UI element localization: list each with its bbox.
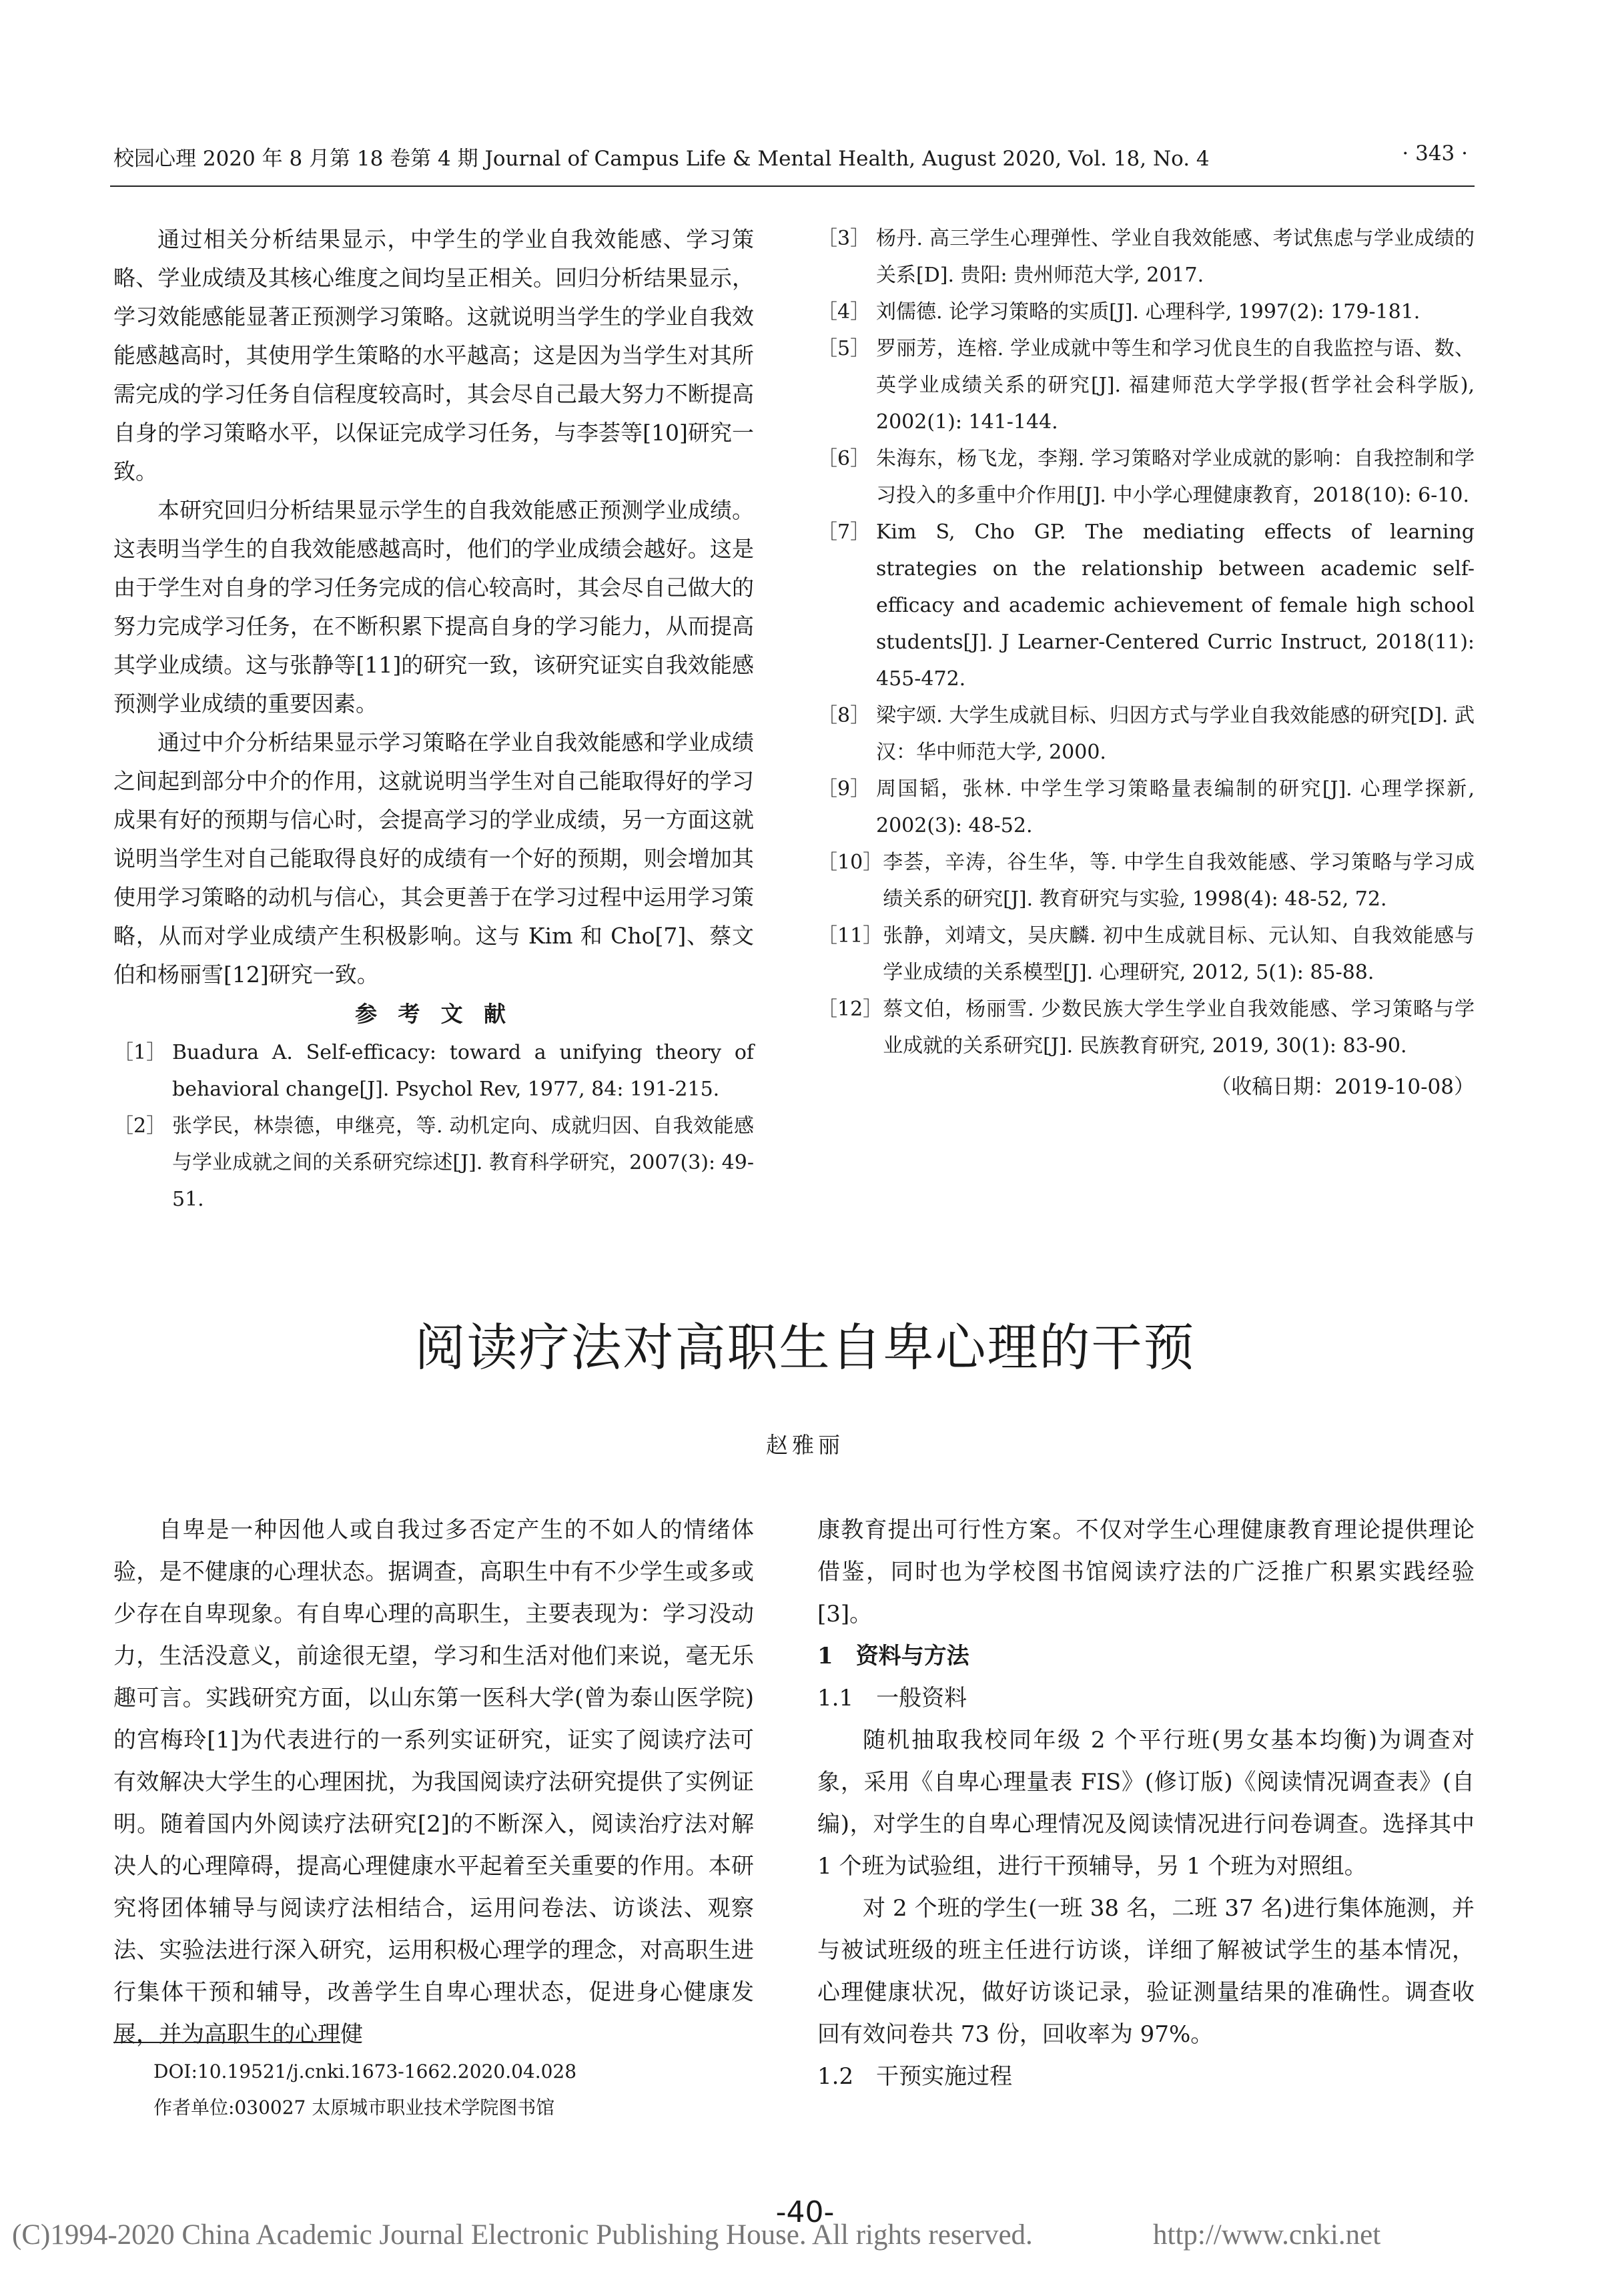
journal-citation: 校园心理 2020 年 8 月第 18 卷第 4 期 Journal of Campus Life & Mental Health, August 2020, Vol. 18, No. 4 (113, 147, 1210, 171)
prev-article-left-column (113, 220, 754, 1218)
reference-number: ［3］ (817, 227, 871, 250)
reference-text: 周国韬，张林. 中学生学习策略量表编制的研究[J]. 心理学探新, 2002(3): 48-52. (876, 777, 1475, 837)
reference-text: 李荟，辛涛，谷生华，等. 中学生自我效能感、学习策略与学习成绩关系的研究[J]. 教育研究与实验, 1998(4): 48-52, 72. (883, 851, 1475, 911)
reference-number: ［6］ (817, 447, 871, 470)
reference-number: ［11］ (817, 924, 883, 947)
header-rule (110, 185, 1475, 187)
doi-footnote: DOI:10.19521/j.cnki.1673-1662.2020.04.028 (153, 2060, 577, 2082)
reference-text: 杨丹. 高三学生心理弹性、学业自我效能感、考试焦虑与学业成绩的关系[D]. 贵阳: 贵州师范大学, 2017. (876, 227, 1475, 287)
footnote-rule (113, 2042, 340, 2043)
reference-text: 刘儒德. 论学习策略的实质[J]. 心理科学, 1997(2): 179-181. (876, 300, 1421, 324)
article-left-column (113, 1509, 754, 2056)
prev-article-right-column (817, 220, 1475, 1107)
subsection-heading: 1.1 一般资料 (817, 1685, 967, 1711)
reference-item (113, 1034, 754, 1108)
affiliation-footnote: 作者单位:030027 太原城市职业技术学院图书馆 (153, 2096, 555, 2119)
page-number-header: · 343 · (1402, 141, 1468, 165)
body-paragraph: 对 2 个班的学生(一班 38 名，二班 37 名)进行集体施测，并与被试班级的班主任进行访谈，详细了解被试学生的基本情况，心理健康状况，做好访谈记录，验证测量结果的准确性。调查收回有效问卷共 73 份，回收率为 97%。 (817, 1895, 1475, 2048)
reference-number: ［2］ (113, 1114, 167, 1138)
running-header (113, 141, 1468, 175)
body-paragraph: 本研究回归分析结果显示学生的自我效能感正预测学业成绩。这表明当学生的自我效能感越高时，他们的学业成绩会越好。这是由于学生对自身的学习任务完成的信心较高时，其会尽自己做大的努力完成学习任务，在不断积累下提高自身的学习能力，从而提高其学业成绩。这与张静等[11]的研究一致，该研究证实自我效能感预测学业成绩的重要因素。 (113, 497, 754, 717)
reference-text: 蔡文伯，杨丽雪. 少数民族大学生学业自我效能感、学习策略与学业成就的关系研究[J]. 民族教育研究, 2019, 30(1): 83-90. (883, 998, 1475, 1058)
reference-number: ［10］ (817, 851, 883, 874)
body-paragraph: 通过中介分析结果显示学习策略在学业自我效能感和学业成绩之间起到部分中介的作用，这就说明当学生对自己能取得好的学习成果有好的预期与信心时，会提高学习的学业成绩，另一方面这就说明当学生对自己能取得良好的成绩有一个好的预期，则会增加其使用学习策略的动机与信心，其会更善于在学习过程中运用学习策略，从而对学业成绩产生积极影响。这与 Kim 和 Cho[7]、蔡文伯和杨丽雪[12]研究一致。 (113, 729, 754, 988)
intro-paragraph: 自卑是一种因他人或自我过多否定产生的不如人的情绪体验，是不健康的心理状态。据调查，高职生中有不少学生或多或少存在自卑现象。有自卑心理的高职生，主要表现为：学习没动力，生活没意义，前途很无望，学习和生活对他们来说，毫无乐趣可言。实践研究方面，以山东第一医科大学(曾为泰山医学院)的宫梅玲[1]为代表进行的一系列实证研究，证实了阅读疗法可有效解决大学生的心理困扰，为我国阅读疗法研究提供了实例证明。随着国内外阅读疗法研究[2]的不断深入，阅读治疗法对解决人的心理障碍，提高心理健康水平起着至关重要的作用。本研究将团体辅导与阅读疗法相结合，运用问卷法、访谈法、观察法、实验法进行深入研究，运用积极心理学的理念，对高职生进行集体干预和辅导，改善学生自卑心理状态，促进身心健康发展，并为高职生的心理健 (113, 1517, 754, 2048)
reference-item (817, 220, 1475, 294)
cnki-url[interactable]: http://www.cnki.net (1153, 2219, 1381, 2251)
references-heading: 参 考 文 献 (355, 1001, 512, 1027)
subsection-heading: 1.2 干预实施过程 (817, 2063, 1013, 2090)
copyright-line (12, 2219, 1600, 2251)
reference-item (817, 330, 1475, 440)
reference-text: 朱海东，杨飞龙，李翔. 学习策略对学业成就的影响：自我控制和学习投入的多重中介作用[J]. 中小学心理健康教育，2018(10): 6-10. (876, 447, 1475, 507)
reference-text: 张静，刘靖文，吴庆麟. 初中生成就目标、元认知、自我效能感与学业成绩的关系模型[J]. 心理研究, 2012, 5(1): 85-88. (883, 924, 1475, 984)
reference-item (817, 844, 1475, 917)
reference-text: 张学民，林崇德，申继亮，等. 动机定向、成就归因、自我效能感与学业成就之间的关系研究综述[J]. 教育科学研究，2007(3): 49-51. (172, 1114, 754, 1211)
reference-item (817, 917, 1475, 991)
reference-text: 罗丽芳，连榕. 学业成就中等生和学习优良生的自我监控与语、数、英学业成绩关系的研究[J]. 福建师范大学学报(哲学社会科学版), 2002(1): 141-144. (876, 337, 1475, 434)
reference-number: ［9］ (817, 777, 871, 801)
intro-continuation: 康教育提出可行性方案。不仅对学生心理健康教育理论提供理论借鉴，同时也为学校图书馆阅读疗法的广泛推广积累实践经验[3]。 (817, 1517, 1475, 1627)
reference-item (113, 1108, 754, 1218)
reference-number: ［7］ (817, 520, 871, 544)
reference-item (817, 697, 1475, 771)
reference-number: ［4］ (817, 300, 871, 324)
reference-number: ［1］ (113, 1041, 167, 1064)
article-author: 赵雅丽 (766, 1432, 844, 1458)
article-right-column (817, 1509, 1475, 2098)
reference-text: 梁宇颂. 大学生成就目标、归因方式与学业自我效能感的研究[D]. 武汉：华中师范大学, 2000. (876, 704, 1475, 764)
reference-item (817, 514, 1475, 697)
section-heading: 1 资料与方法 (817, 1643, 969, 1669)
page-number-footer: -40- (775, 2195, 835, 2229)
reference-item (817, 440, 1475, 514)
reference-item (817, 294, 1475, 330)
reference-number: ［8］ (817, 704, 871, 727)
article-title: 阅读疗法对高职生自卑心理的干预 (414, 1318, 1196, 1377)
body-paragraph: 随机抽取我校同年级 2 个平行班(男女基本均衡)为调查对象，采用《自卑心理量表 FIS》(修订版)《阅读情况调查表》(自编)，对学生的自卑心理情况及阅读情况进行问卷调查。选择其中 1 个班为试验组，进行干预辅导，另 1 个班为对照组。 (817, 1727, 1475, 1880)
reference-text: Kim S, Cho GP. The mediating effects of learning strategies on the relationship between academic self-efficacy and academic achievement of female high school students[J]. J Learner-Centered Curric Instruct, 2018(11): 455-472. (876, 520, 1475, 691)
reference-number: ［12］ (817, 998, 883, 1021)
reference-item (817, 991, 1475, 1064)
body-paragraph: 通过相关分析结果显示，中学生的学业自我效能感、学习策略、学业成绩及其核心维度之间均呈正相关。回归分析结果显示，学习效能感能显著正预测学习策略。这就说明当学生的学业自我效能感越高时，其使用学生策略的水平越高；这是因为当学生对其所需完成的学习任务自信程度较高时，其会尽自己最大努力不断提高自身的学习策略水平，以保证完成学习任务，与李荟等[10]研究一致。 (113, 226, 754, 484)
copyright-text: (C)1994-2020 China Academic Journal Electronic Publishing House. All rights reserved. (12, 2219, 1033, 2251)
reference-item (817, 771, 1475, 844)
received-date: （收稿日期：2019-10-08） (1210, 1075, 1475, 1099)
reference-number: ［5］ (817, 337, 871, 360)
reference-text: Buadura A. Self-efficacy: toward a unifying theory of behavioral change[J]. Psychol Rev, 1977, 84: 191-215. (172, 1041, 754, 1101)
